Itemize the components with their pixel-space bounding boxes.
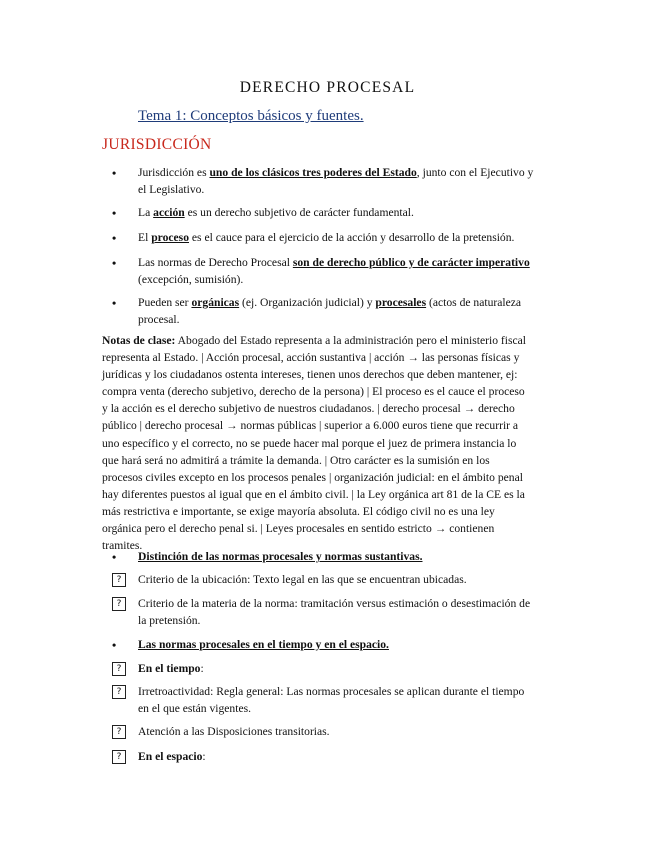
bullet-icon: • xyxy=(112,256,117,270)
notes-label: Notas de clase: xyxy=(102,334,176,347)
list-item xyxy=(138,204,538,221)
bold-text: orgánicas xyxy=(191,296,240,309)
text-run: es el cauce para el ejercicio de la acción y desarrollo de la pretensión. xyxy=(189,231,515,244)
list-item xyxy=(138,254,538,288)
bold-text: acción xyxy=(153,206,185,219)
list-item xyxy=(138,660,538,677)
text-run: El xyxy=(138,231,152,244)
unknown-glyph-icon: ? xyxy=(112,725,126,739)
list-item: Atención a las Disposiciones transitorias. xyxy=(138,725,330,738)
class-notes-paragraph xyxy=(102,332,528,554)
unknown-glyph-icon: ? xyxy=(112,573,126,587)
bullet-icon: • xyxy=(112,296,117,310)
section-heading: JURISDICCIÓN xyxy=(102,136,212,153)
text-run: es un derecho subjetivo de carácter fundamental. xyxy=(184,206,414,219)
text-run: : xyxy=(200,662,204,675)
bold-text: Las normas procesales en el tiempo y en el espacio. xyxy=(138,638,389,651)
bullet-icon: • xyxy=(112,166,117,180)
list-item xyxy=(138,548,538,565)
text-run: (ej. Organización judicial) y xyxy=(239,296,376,309)
text-run: (excepción, sumisión). xyxy=(138,273,244,286)
unknown-glyph-icon: ? xyxy=(112,685,126,699)
bold-text: Distinción de las normas procesales y normas sustantivas. xyxy=(138,550,423,563)
unknown-glyph-icon: ? xyxy=(112,597,126,611)
list-item xyxy=(138,748,538,765)
list-item xyxy=(138,636,538,653)
bold-text: En el tiempo xyxy=(138,662,201,675)
list-item: Irretroactividad: Regla general: Las normas procesales se aplican durante el tiempo en el que están vigentes. xyxy=(138,685,525,715)
document-title: DERECHO PROCESAL xyxy=(239,79,416,96)
text-run: , junto con el Ejecutivo y el Legislativo. xyxy=(138,166,534,196)
bold-text: proceso xyxy=(151,231,189,244)
bullet-icon: • xyxy=(112,231,117,245)
text-run: Las normas de Derecho Procesal xyxy=(138,256,293,269)
list-item xyxy=(138,294,528,328)
list-item xyxy=(138,229,558,246)
topic-subtitle: Tema 1: Conceptos básicos y fuentes. xyxy=(138,108,364,124)
text-run: : xyxy=(202,750,206,763)
text-run: (actos de naturaleza procesal. xyxy=(138,296,522,326)
text-run: Jurisdicción es xyxy=(138,166,210,179)
unknown-glyph-icon: ? xyxy=(112,662,126,676)
bullet-icon: • xyxy=(112,638,117,652)
bullet-icon: • xyxy=(112,206,117,220)
bold-text: procesales xyxy=(375,296,427,309)
bold-text: son de derecho público y de carácter imperativo xyxy=(292,256,530,269)
bullet-icon: • xyxy=(112,550,117,564)
list-item: Criterio de la materia de la norma: tramitación versus estimación o desestimación de la pretensión. xyxy=(138,597,531,627)
notes-text: Abogado del Estado representa a la administración pero el ministerio fiscal representa al Estado. | Acción procesal, acción sustantiva | acción → las personas físicas y jurídicas y los ciudadanos ostenta intereses, tienen unos derechos que deben mantener, ej: compra venta (derecho subjetivo, derecho de la persona) | El proceso es el cauce el proceso y la acción es el derecho subjetivo de nuestros ciudadanos. | derecho procesal → derecho público | derecho procesal → normas públicas | superior a 6.000 euros tiene que recurrir a uno específico y el correcto, no se puede hacer mal porque el juez de primera instancia lo que hará será no admitirá a trámite la demanda. | Otro carácter es la sumisión en los procesos civiles excepto en los procesos penales | organización judicial: en el ámbito penal hay diferentes puestos al igual que en el ámbito civil. | la Ley orgánica art 81 de la CE es la más restrictiva e importante, se exige mayoría absoluta. El código civil no es una ley orgánica pero el derecho penal si. | Leyes procesales en sentido estricto → contienen tramites. xyxy=(102,334,527,553)
unknown-glyph-icon: ? xyxy=(112,750,126,764)
bold-text: uno de los clásicos tres poderes del Estado xyxy=(209,166,417,179)
text-run: La xyxy=(138,206,154,219)
list-item: Criterio de la ubicación: Texto legal en las que se encuentran ubicadas. xyxy=(138,573,467,586)
bold-text: En el espacio xyxy=(138,750,203,763)
list-item xyxy=(138,164,538,198)
text-run: Pueden ser xyxy=(138,296,192,309)
